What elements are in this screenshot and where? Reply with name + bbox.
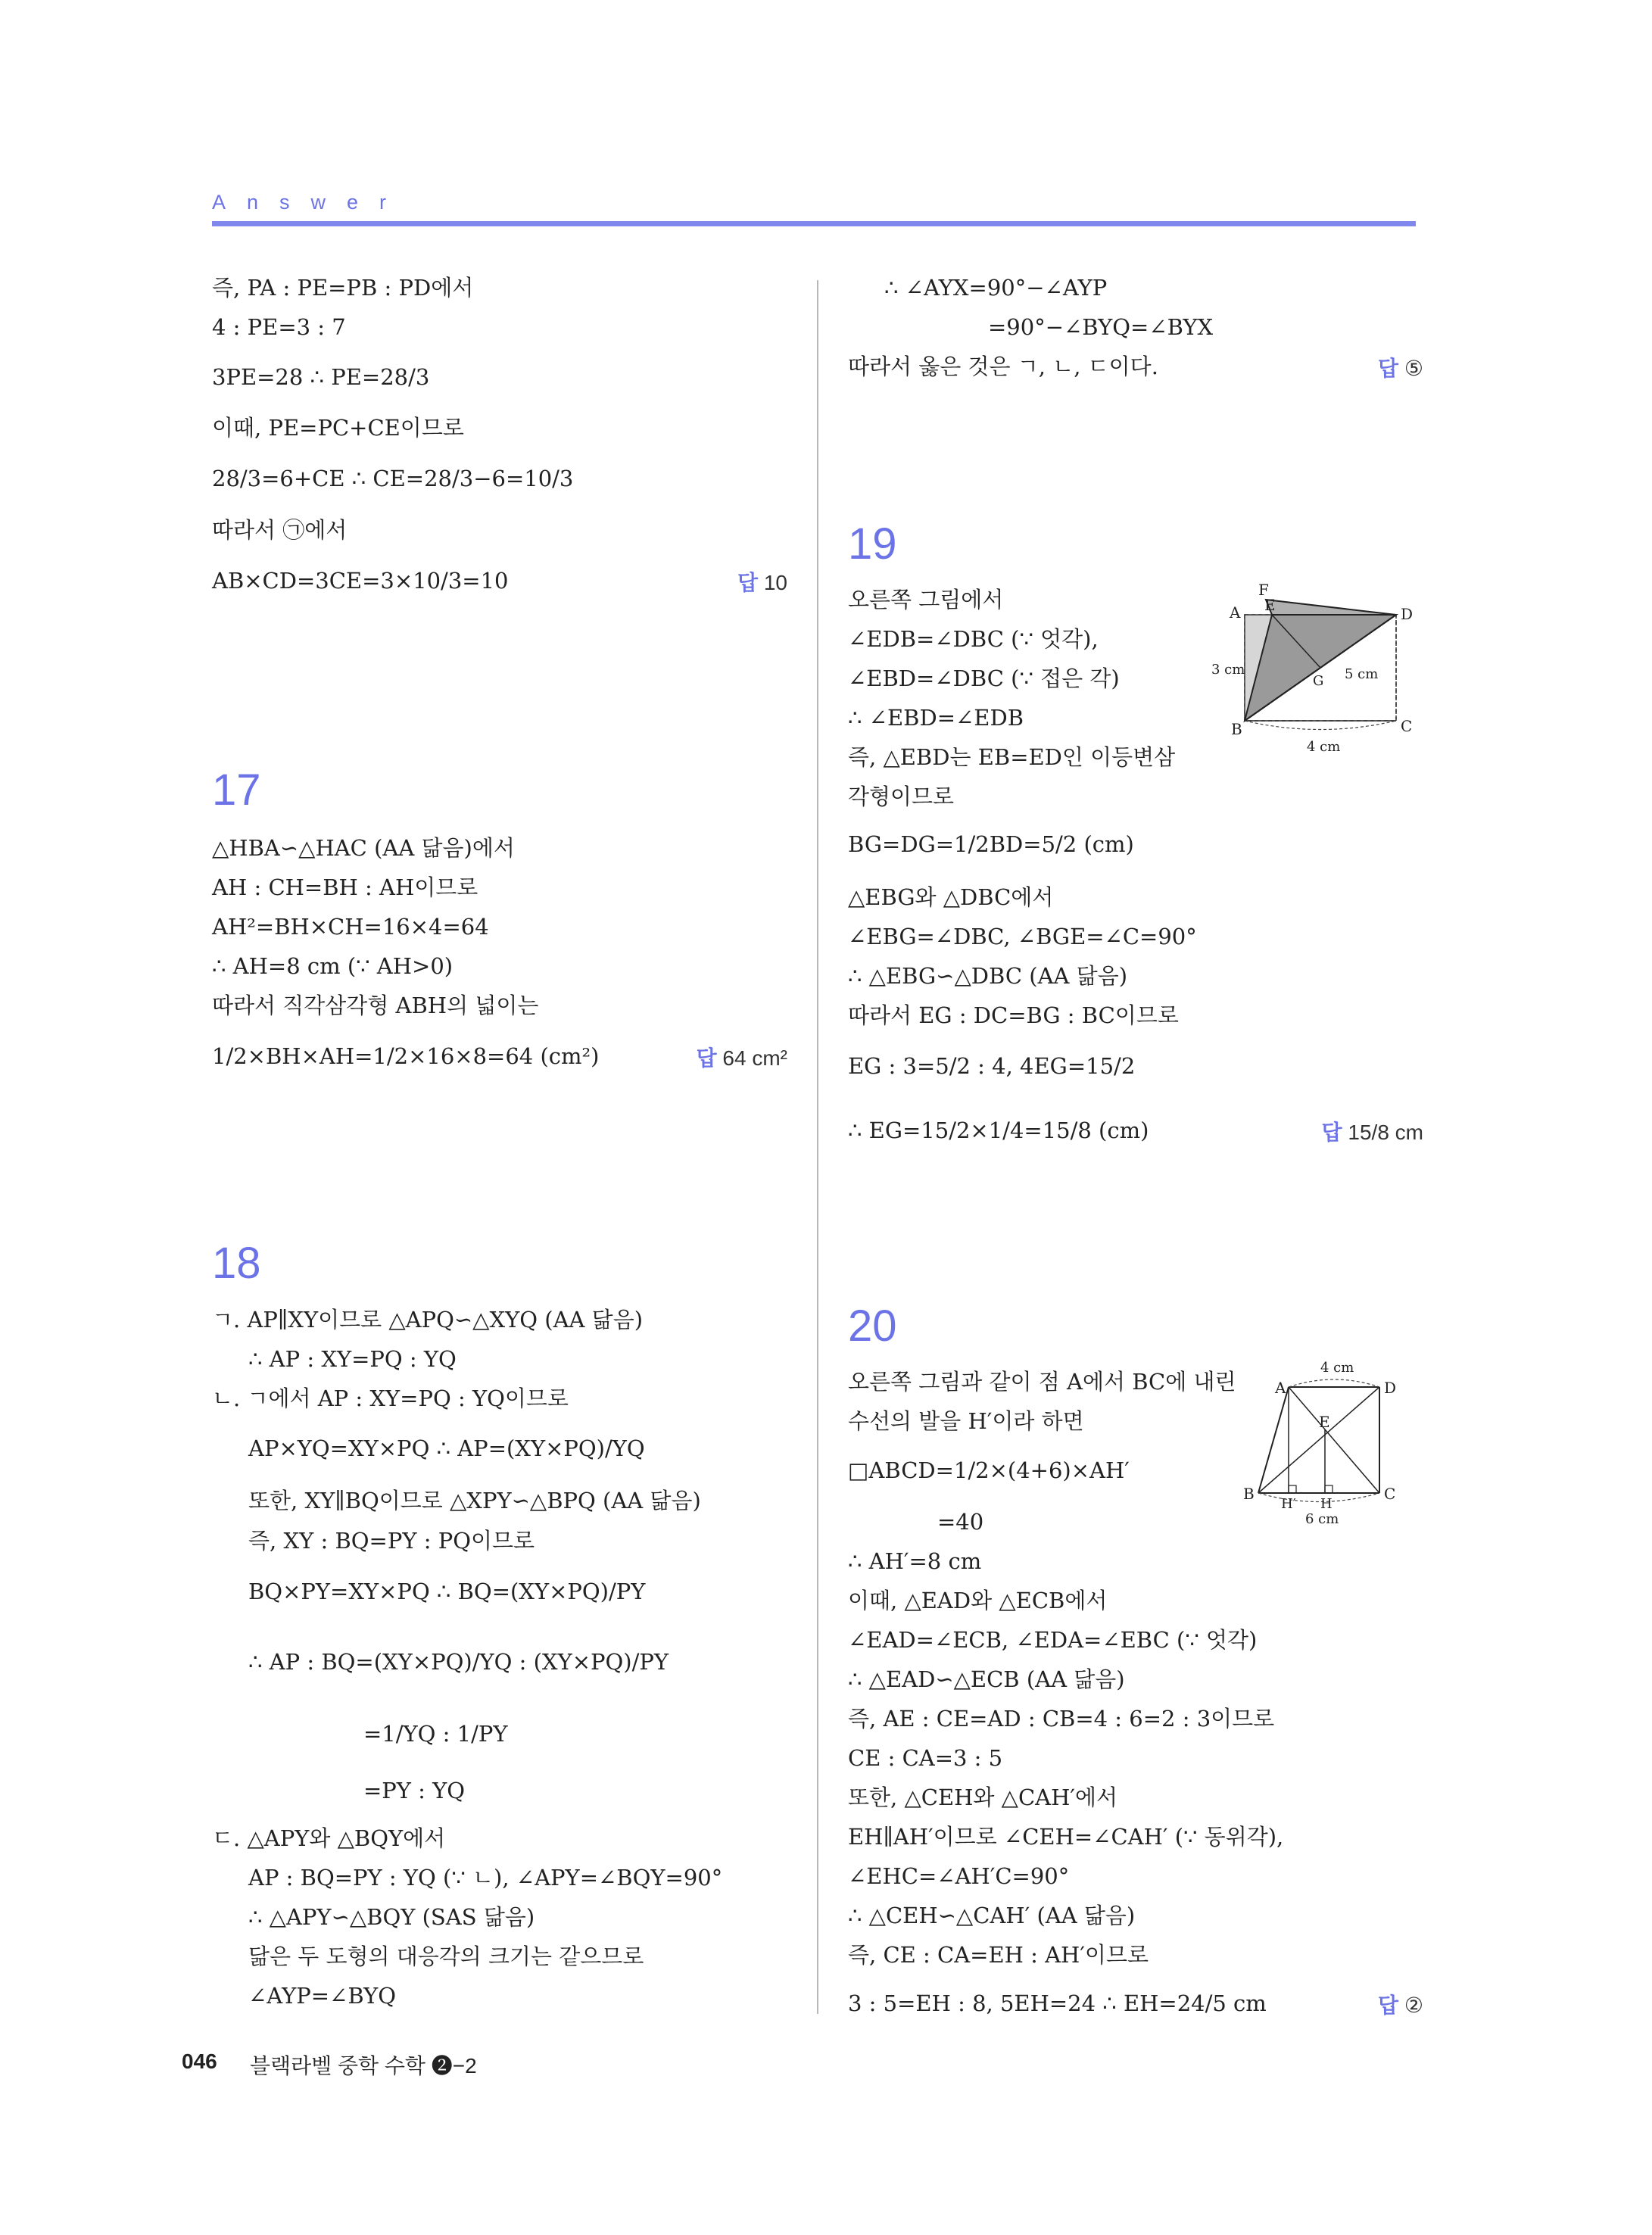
right-angle-mark: [1325, 1485, 1333, 1493]
text-line: ∠EHC=∠AH′C=90°: [848, 1863, 1070, 1889]
answer-mark: 답: [1378, 1993, 1399, 2017]
text-line: ∠EBG=∠DBC, ∠BGE=∠C=90°: [848, 924, 1197, 949]
text-line: 즉, AE : CE=AD : CB=4 : 6=2 : 3이므로: [848, 1706, 1275, 1732]
text-line: 수선의 발을 H′이라 하면: [848, 1408, 1084, 1434]
label-c: C: [1384, 1485, 1396, 1503]
answer-value: 10: [763, 571, 787, 594]
label-a: A: [1230, 603, 1241, 622]
text-line: 4 : PE=3 : 7: [212, 314, 346, 340]
text-line: 따라서 옳은 것은 ㄱ, ㄴ, ㄷ이다.: [848, 354, 1158, 379]
text-line: BG=DG=1/2BD=5/2 (cm): [848, 831, 1134, 857]
brace-4cm: [1245, 721, 1396, 730]
label-e: E: [1264, 596, 1276, 614]
text-line: △EBG와 △DBC에서: [848, 884, 1054, 910]
text-line: ∴ ∠EBD=∠EDB: [848, 705, 1024, 731]
label-6cm: 6 cm: [1305, 1511, 1339, 1527]
text-line: AP : BQ=PY : YQ (∵ ㄴ), ∠APY=∠BQY=90°: [248, 1865, 723, 1891]
label-b: B: [1243, 1485, 1255, 1503]
answer-mark: 답: [696, 1046, 717, 1070]
header-rule: [212, 221, 1416, 226]
text-line: AP×YQ=XY×PQ ∴ AP=(XY×PQ)/YQ: [248, 1435, 645, 1461]
text-line: ∴ EG=15/2×1/4=15/8 (cm): [848, 1118, 1149, 1143]
text-line: ∠EBD=∠DBC (∵ 접은 각): [848, 666, 1120, 691]
folded-triangle: [1266, 600, 1396, 615]
label-d: D: [1384, 1379, 1397, 1397]
text-line: 즉, CE : CA=EH : AH′이므로: [848, 1942, 1149, 1968]
text-line: AB×CD=3CE=3×10/3=10: [212, 568, 509, 594]
text-line: 또한, △CEH와 △CAH′에서: [848, 1785, 1117, 1810]
label-f: F: [1258, 583, 1269, 599]
text-line: 이때, △EAD와 △ECB에서: [848, 1588, 1108, 1613]
text-line: ∴ AH′=8 cm: [848, 1548, 982, 1574]
problem-number-18: 18: [212, 1239, 261, 1288]
label-4cm: 4 cm: [1320, 1360, 1354, 1376]
brace-6cm: [1258, 1493, 1379, 1502]
label-3cm: 3 cm: [1211, 662, 1245, 678]
text-line: 28/3=6+CE ∴ CE=28/3−6=10/3: [212, 466, 574, 491]
label-b: B: [1231, 720, 1242, 738]
text-line: 즉, XY : BQ=PY : PQ이므로: [248, 1528, 535, 1554]
text-line: EH∥AH′이므로 ∠CEH=∠CAH′ (∵ 동위각),: [848, 1824, 1284, 1850]
text-line: =90°−∠BYQ=∠BYX: [988, 314, 1214, 340]
answer-value: ②: [1404, 1993, 1423, 2017]
figure-19: [1211, 583, 1423, 757]
brace-4cm: [1289, 1379, 1379, 1387]
answer-20: [1378, 1989, 1423, 2019]
answer-value: 15/8 cm: [1348, 1121, 1423, 1144]
text-line: 따라서 직각삼각형 ABH의 넓이는: [212, 993, 539, 1018]
text-line: □ABCD=1/2×(4+6)×AH′: [848, 1457, 1130, 1483]
problem-number-20: 20: [848, 1301, 897, 1351]
header-label: Answer: [212, 191, 408, 214]
text-line: ∴ △EBG∽△DBC (AA 닮음): [848, 963, 1128, 989]
text-line: ㄴ. ㄱ에서 AP : XY=PQ : YQ이므로: [212, 1386, 569, 1411]
label-g: G: [1313, 673, 1324, 689]
text-line: 3 : 5=EH : 8, 5EH=24 ∴ EH=24/5 cm: [848, 1990, 1267, 2016]
label-d: D: [1401, 605, 1414, 623]
text-line: BQ×PY=XY×PQ ∴ BQ=(XY×PQ)/PY: [248, 1579, 646, 1604]
answer-mark: 답: [1378, 357, 1399, 380]
right-angle-mark: [1289, 1485, 1296, 1493]
text-line: ∴ ∠AYX=90°−∠AYP: [884, 275, 1108, 301]
text-line: ∴ △CEH∽△CAH′ (AA 닮음): [848, 1903, 1136, 1928]
text-line: 오른쪽 그림과 같이 점 A에서 BC에 내린: [848, 1369, 1236, 1395]
text-line: 즉, △EBD는 EB=ED인 이등변삼: [848, 744, 1176, 770]
answer-value: ⑤: [1404, 357, 1423, 380]
text-line: CE : CA=3 : 5: [848, 1745, 1003, 1771]
label-a: A: [1275, 1379, 1286, 1397]
text-line: 이때, PE=PC+CE이므로: [212, 415, 464, 441]
label-c: C: [1401, 717, 1413, 735]
text-line: ∴ AP : XY=PQ : YQ: [248, 1346, 457, 1372]
problem-number-17: 17: [212, 765, 261, 815]
text-line: EG : 3=5/2 : 4, 4EG=15/2: [848, 1053, 1136, 1079]
text-line: 또한, XY∥BQ이므로 △XPY∽△BPQ (AA 닮음): [248, 1488, 701, 1513]
text-line: 1/2×BH×AH=1/2×16×8=64 (cm²): [212, 1043, 600, 1069]
text-line: AH : CH=BH : AH이므로: [212, 874, 478, 900]
label-e: E: [1319, 1413, 1330, 1431]
side-ab: [1258, 1387, 1289, 1493]
book-title: 블랙라벨 중학 수학 ❷−2: [250, 2054, 477, 2078]
answer-intro-right: [1378, 352, 1423, 382]
problem-number-19: 19: [848, 519, 897, 569]
label-h-prime: H′: [1281, 1496, 1296, 1512]
text-line: AH²=BH×CH=16×4=64: [212, 914, 489, 940]
text-line: ∠EAD=∠ECB, ∠EDA=∠EBC (∵ 엇각): [848, 1627, 1258, 1653]
text-line: △HBA∽△HAC (AA 닮음)에서: [212, 835, 515, 861]
text-line: =PY : YQ: [363, 1778, 466, 1803]
diagonal-ac: [1289, 1387, 1379, 1493]
text-line: ∴ AH=8 cm (∵ AH>0): [212, 953, 454, 979]
label-h: H: [1320, 1496, 1333, 1512]
text-line: 즉, PA : PE=PB : PD에서: [212, 275, 474, 301]
text-line: ∴ △APY∽△BQY (SAS 닮음): [248, 1904, 535, 1930]
text-line: 3PE=28 ∴ PE=28/3: [212, 364, 430, 390]
text-line: ∠AYP=∠BYQ: [248, 1983, 397, 2009]
label-4cm: 4 cm: [1307, 739, 1341, 755]
text-line: ∠EDB=∠DBC (∵ 엇각),: [848, 626, 1099, 652]
text-line: =1/YQ : 1/PY: [363, 1721, 508, 1747]
page-number: 046: [182, 2050, 217, 2073]
answer-intro-left: [737, 566, 787, 597]
text-line: 따라서 ㉠에서: [212, 517, 348, 543]
diagonal-bd: [1258, 1387, 1379, 1493]
text-line: ∴ AP : BQ=(XY×PQ)/YQ : (XY×PQ)/PY: [248, 1649, 669, 1675]
text-line: 닮은 두 도형의 대응각의 크기는 같으므로: [248, 1944, 644, 1969]
text-line: ㄷ. △APY와 △BQY에서: [212, 1825, 446, 1851]
text-line: 각형이므로: [848, 784, 955, 809]
answer-value: 64 cm²: [722, 1046, 787, 1070]
answer-mark: 답: [737, 571, 759, 594]
text-line: 따라서 EG : DC=BG : BC이므로: [848, 1002, 1179, 1028]
answer-mark: 답: [1321, 1121, 1342, 1144]
text-line: ㄱ. AP∥XY이므로 △APQ∽△XYQ (AA 닮음): [212, 1307, 644, 1333]
column-divider: [817, 280, 818, 2014]
answer-19: [1322, 1116, 1423, 1146]
answer-17: [697, 1042, 787, 1072]
text-line: 오른쪽 그림에서: [848, 587, 1004, 613]
text-line: =40: [937, 1509, 984, 1535]
figure-20: [1242, 1355, 1431, 1529]
label-5cm: 5 cm: [1345, 666, 1379, 682]
text-line: ∴ △EAD∽△ECB (AA 닮음): [848, 1666, 1125, 1692]
